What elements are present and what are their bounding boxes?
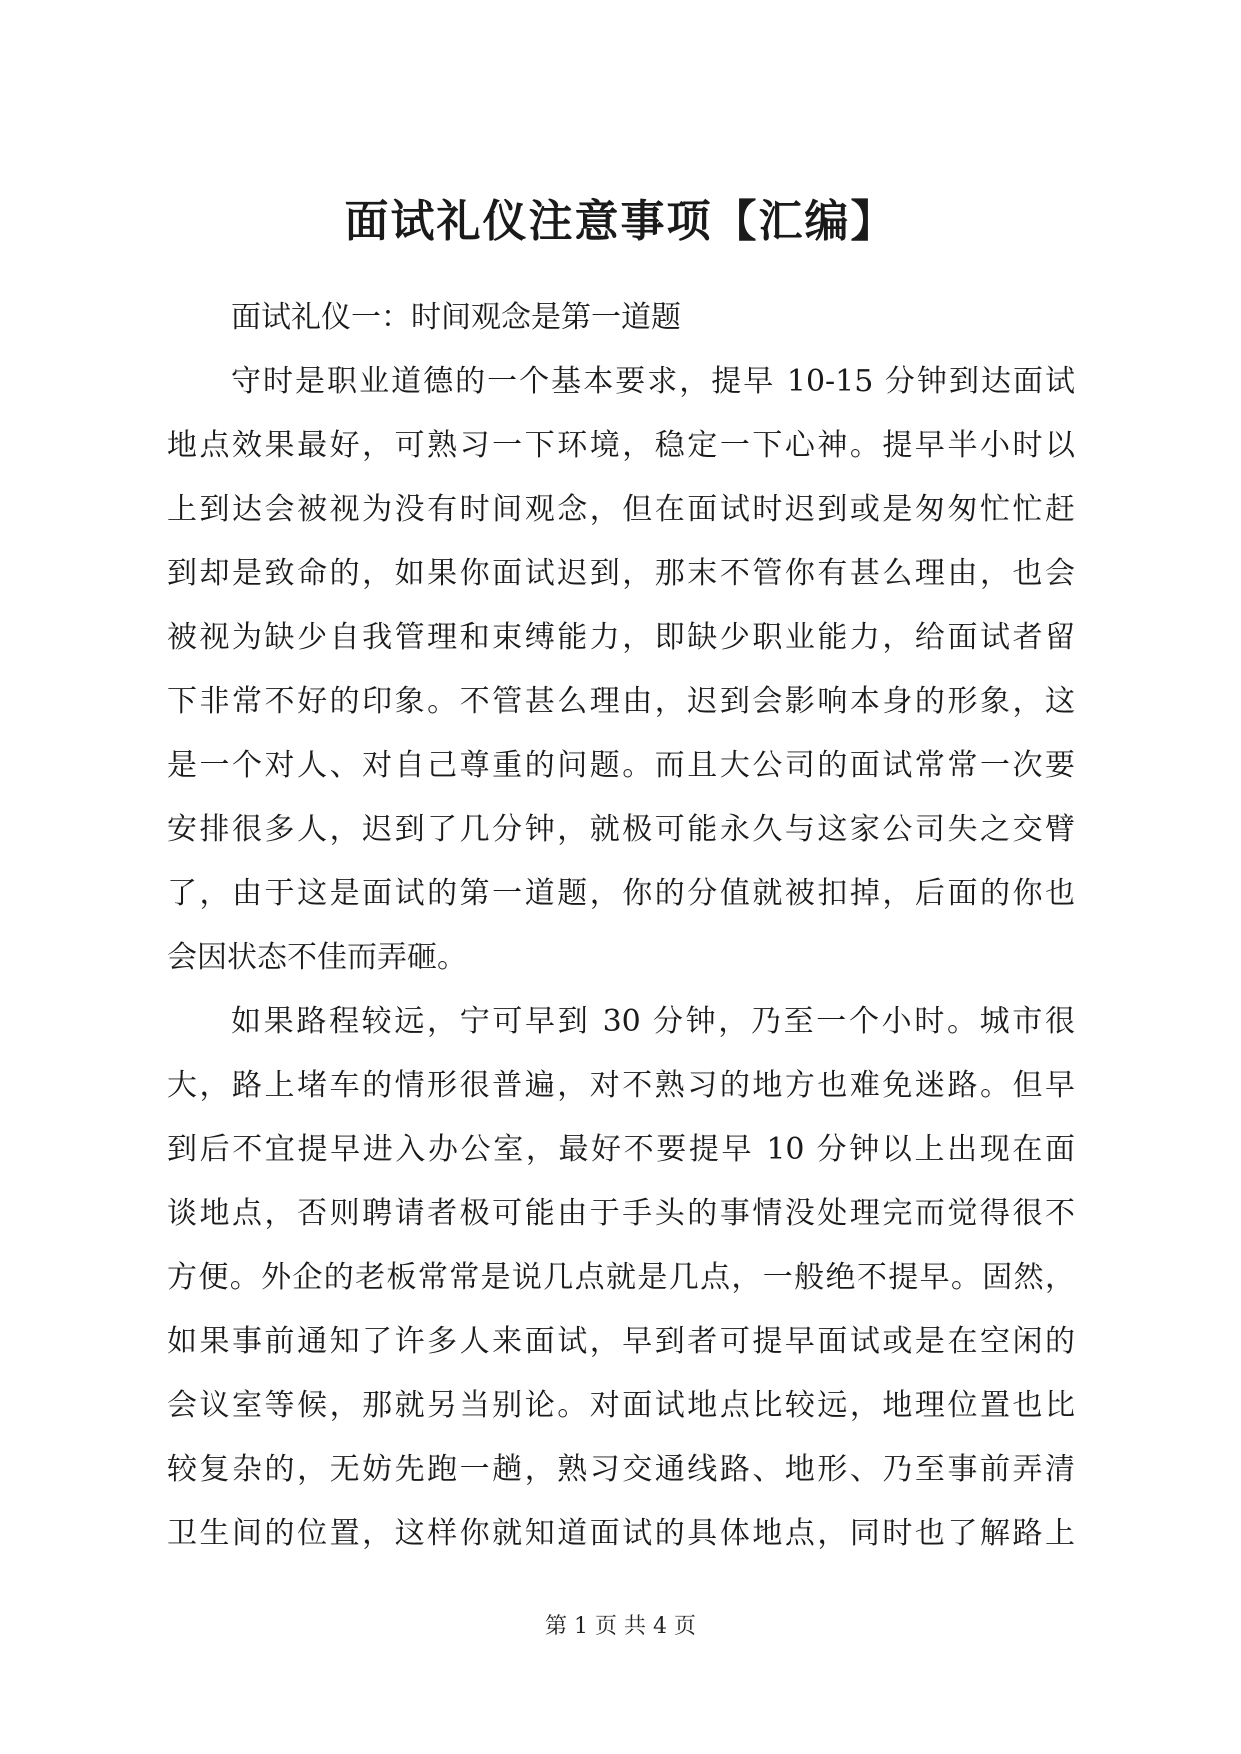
paragraph-line: 安排很多人，迟到了几分钟，就极可能永久与这家公司失之交臂 [167, 812, 1075, 847]
paragraph-line: 会因状态不佳而弄砸。 [167, 940, 467, 975]
paragraph-line: 到后不宜提早进入办公室，最好不要提早 10 分钟以上出现在面 [167, 1132, 1075, 1167]
page-number: 第 1 页 共 4 页 [545, 1614, 696, 1639]
paragraph-line: 如果事前通知了许多人来面试，早到者可提早面试或是在空闲的 [167, 1324, 1075, 1359]
paragraph-line: 下非常不好的印象。不管甚么理由，迟到会影响本身的形象，这 [167, 684, 1075, 719]
paragraph-line: 被视为缺少自我管理和束缚能力，即缺少职业能力，给面试者留 [167, 620, 1075, 655]
paragraph-line: 大，路上堵车的情形很普遍，对不熟习的地方也难免迷路。但早 [167, 1068, 1075, 1103]
paragraph-line: 谈地点，否则聘请者极可能由于手头的事情没处理完而觉得很不 [167, 1196, 1075, 1231]
paragraph-line: 守时是职业道德的一个基本要求，提早 10-15 分钟到达面试 [231, 364, 1075, 399]
paragraph-line: 是一个对人、对自己尊重的问题。而且大公司的面试常常一次要 [167, 748, 1075, 783]
paragraph-line: 会议室等候，那就另当别论。对面试地点比较远，地理位置也比 [167, 1388, 1075, 1423]
document-title: 面试礼仪注意事项【汇编】 [344, 196, 897, 247]
paragraph-line: 地点效果最好，可熟习一下环境，稳定一下心神。提早半小时以 [167, 428, 1075, 463]
paragraph-line: 卫生间的位置，这样你就知道面试的具体地点，同时也了解路上 [167, 1516, 1075, 1551]
paragraph-line: 较复杂的，无妨先跑一趟，熟习交通线路、地形、乃至事前弄清 [167, 1452, 1075, 1487]
paragraph-line: 了，由于这是面试的第一道题，你的分值就被扣掉，后面的你也 [167, 876, 1075, 911]
paragraph-line: 如果路程较远，宁可早到 30 分钟，乃至一个小时。城市很 [231, 1004, 1075, 1039]
paragraph-line: 到却是致命的，如果你面试迟到，那末不管你有甚么理由，也会 [167, 556, 1075, 591]
paragraph-line: 方便。外企的老板常常是说几点就是几点，一般绝不提早。固然， [167, 1260, 1075, 1295]
document-body [167, 286, 1075, 1566]
section-heading: 面试礼仪一：时间观念是第一道题 [231, 300, 681, 335]
paragraph-line: 上到达会被视为没有时间观念，但在面试时迟到或是匆匆忙忙赶 [167, 492, 1075, 527]
